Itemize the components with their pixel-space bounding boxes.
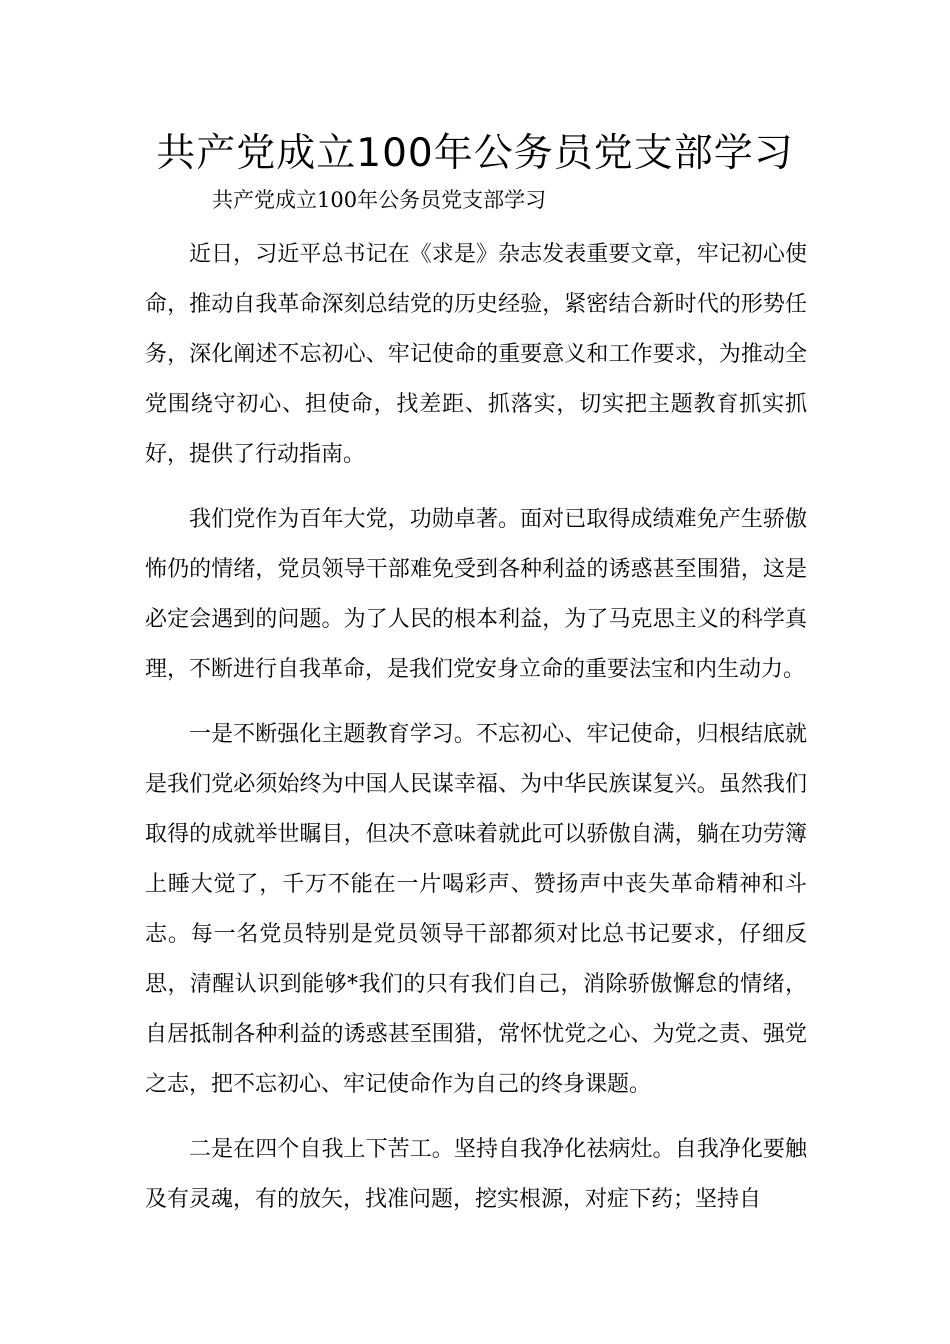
paragraph-4: 二是在四个自我上下苦工。坚持自我净化祛病灶。自我净化要触及有灵魂，有的放矢，找准问题，挖实根源，对症下药；坚持自 [145,1137,807,1212]
document-body [145,230,807,1240]
paragraph-2: 我们党作为百年大党，功勋卓著。面对已取得成绩难免产生骄傲怖仍的情绪，党员领导干部难免受到各种利益的诱惑甚至围猎，这是必定会遇到的问题。为了人民的根本利益，为了马克思主义的科学真理，不断进行自我革命，是我们党安身立命的重要法宝和内生动力。 [145,507,807,682]
paragraph-3: 一是不断强化主题教育学习。不忘初心、牢记使命，归根结底就是我们党必须始终为中国人民谋幸福、为中华民族谋复兴。虽然我们取得的成就举世瞩目，但决不意味着就此可以骄傲自满，躺在功劳簿上睡大觉了，千万不能在一片喝彩声、赞扬声中丧失革命精神和斗志。每一名党员特别是党员领导干部都须对比总书记要求，仔细反思，清醒认识到能够*我们的只有我们自己，消除骄傲懈怠的情绪，自居抵制各种利益的诱惑甚至围猎，常怀忧党之心、为党之责、强党之志，把不忘初心、牢记使命作为自己的终身课题。 [145,722,807,1097]
document-subtitle: 共产党成立100年公务员党支部学习 [212,188,547,212]
document-title: 共产党成立100年公务员党支部学习 [156,131,794,176]
paragraph-1: 近日，习近平总书记在《求是》杂志发表重要文章，牢记初心使命，推动自我革命深刻总结党的历史经验，紧密结合新时代的形势任务，深化阐述不忘初心、牢记使命的重要意义和工作要求，为推动全党围绕守初心、担使命，找差距、抓落实，切实把主题教育抓实抓好，提供了行动指南。 [145,242,807,467]
